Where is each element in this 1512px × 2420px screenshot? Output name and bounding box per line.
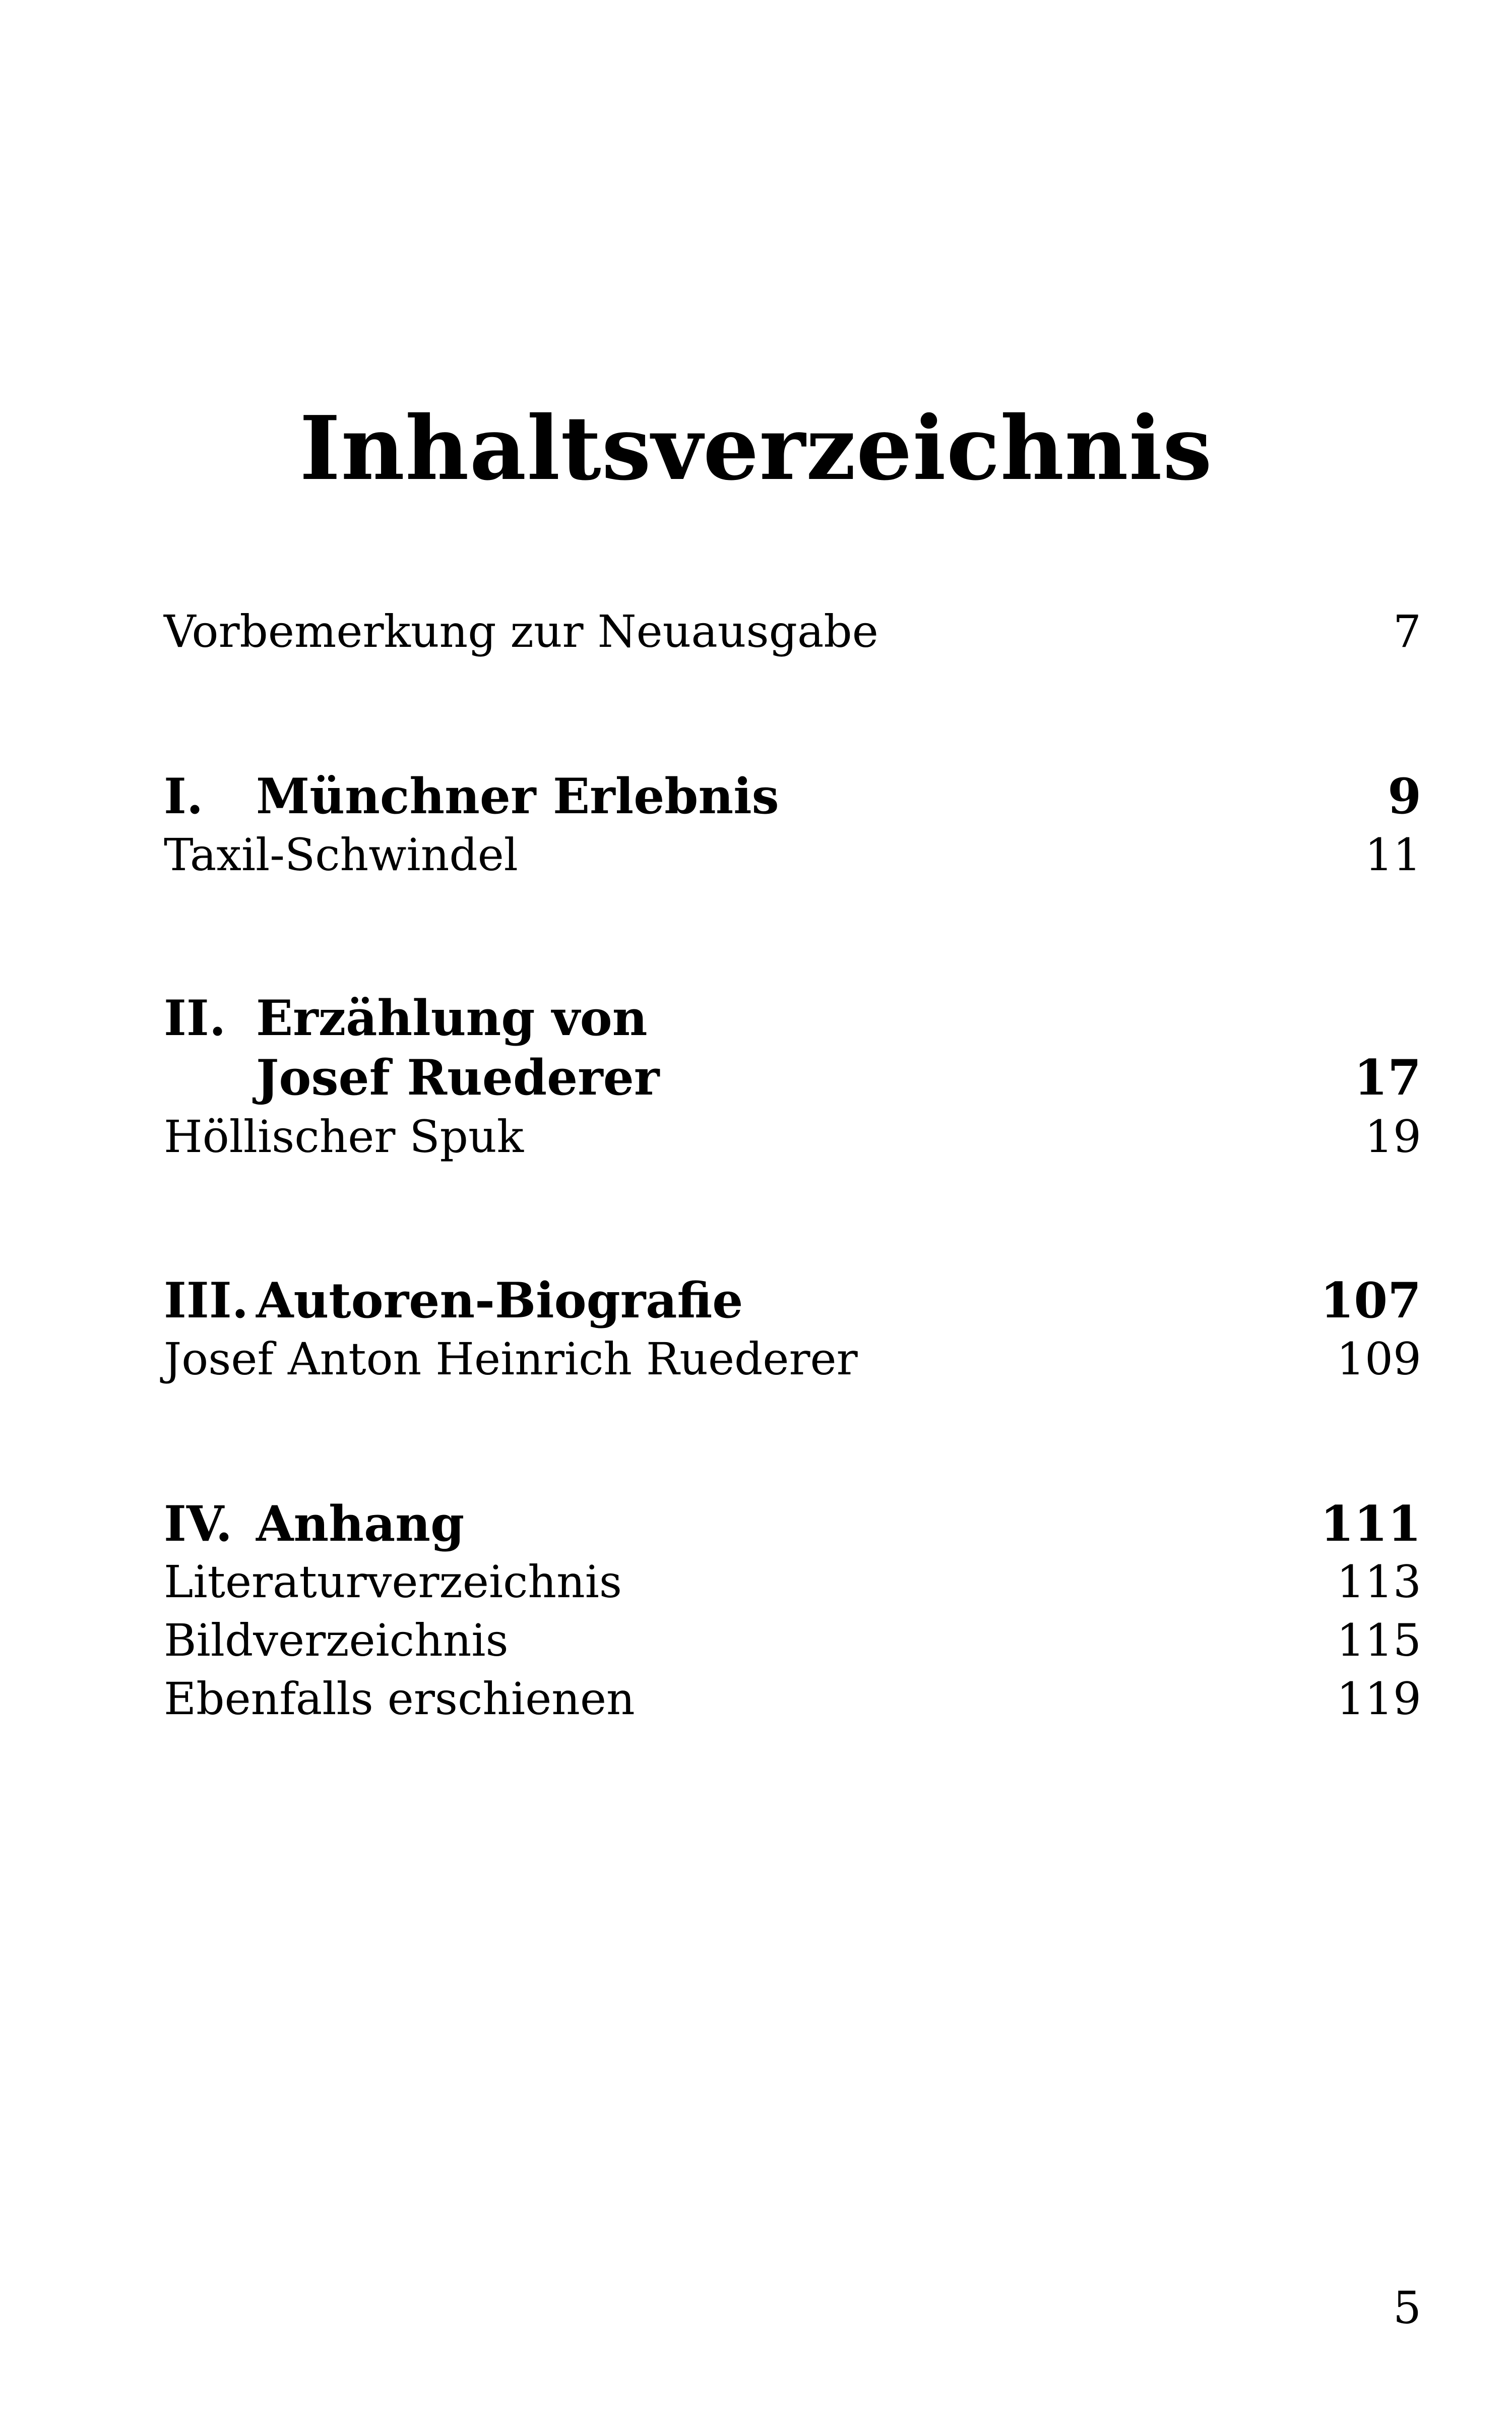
toc-entry-page: 19 (1365, 1111, 1421, 1163)
toc-entry-label: Bildverzeichnis (164, 1614, 509, 1666)
toc-entry-page: 109 (1337, 1333, 1421, 1385)
toc-entry-page: 7 (1393, 606, 1421, 657)
section-numeral: III. (164, 1272, 249, 1329)
toc-entry-label: Höllischer Spuk (164, 1111, 524, 1163)
section-numeral: I. (164, 768, 204, 825)
toc-entry[interactable] (164, 1669, 1421, 1729)
toc-section-heading-2-continued[interactable] (164, 1048, 1421, 1108)
toc-entry-page: 113 (1337, 1556, 1421, 1608)
toc-section-heading-2[interactable] (164, 988, 1421, 1049)
page-title: Inhaltsverzeichnis (299, 397, 1213, 500)
toc-entry[interactable] (164, 1329, 1421, 1389)
toc-entry-preface[interactable] (164, 601, 1421, 662)
toc-section-heading-3[interactable] (164, 1270, 1421, 1331)
section-title-line-2: Josef Ruederer (256, 1049, 660, 1106)
section-numeral: II. (164, 990, 226, 1047)
page-number: 5 (1393, 2282, 1421, 2334)
toc-entry-label: Literaturverzeichnis (164, 1556, 622, 1608)
toc-entry-page: 119 (1337, 1673, 1421, 1725)
section-page: 107 (1320, 1272, 1421, 1329)
toc-entry-label: Josef Anton Heinrich Ruederer (164, 1333, 858, 1385)
toc-entry-page: 115 (1337, 1614, 1421, 1666)
toc-entry-label: Ebenfalls erschienen (164, 1673, 635, 1725)
toc-entry[interactable] (164, 1552, 1421, 1612)
section-page: 9 (1388, 768, 1421, 825)
section-page: 17 (1354, 1049, 1421, 1106)
section-title: Münchner Erlebnis (256, 768, 779, 825)
toc-entry[interactable] (164, 1107, 1421, 1167)
toc-entry-label: Vorbemerkung zur Neuausgabe (164, 606, 878, 657)
section-page: 111 (1320, 1495, 1421, 1552)
section-title: Autoren-Biografie (256, 1272, 743, 1329)
toc-entry-page: 11 (1365, 829, 1421, 881)
toc-entry[interactable] (164, 1610, 1421, 1671)
toc-section-heading-1[interactable] (164, 766, 1421, 827)
section-title-line-1: Erzählung von (256, 990, 648, 1047)
toc-entry-label: Taxil-Schwindel (164, 829, 518, 881)
section-numeral: IV. (164, 1495, 233, 1552)
section-title: Anhang (256, 1495, 465, 1552)
toc-entry[interactable] (164, 825, 1421, 885)
toc-section-heading-4[interactable] (164, 1494, 1421, 1554)
